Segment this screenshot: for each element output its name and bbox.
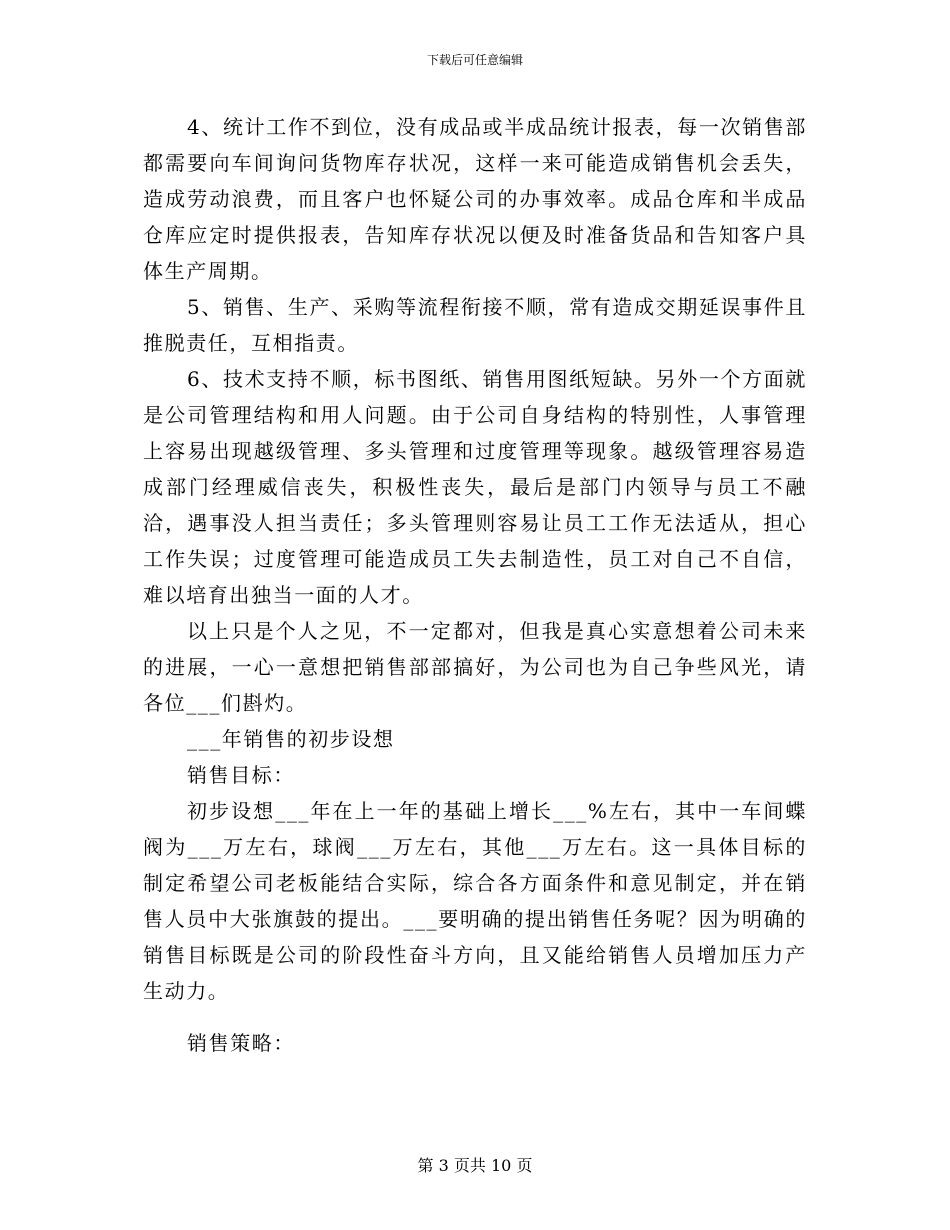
paragraph-gap — [143, 1009, 807, 1025]
paragraph-sales-target: 初步设想___年在上一年的基础上增长___%左右，其中一车间蝶阀为___万左右，球阀___万左右，其他___万左右。这一具体目标的制定希望公司老板能结合实际，综合各方面条件和意见制定，并在销售人员中大张旗鼓的提出。___要明确的提出销售任务呢？因为明确的销售目标既是公司的阶段性奋斗方向，且又能给销售人员增加压力产生动力。 — [143, 799, 807, 1003]
paragraph-item-5: 5、销售、生产、采购等流程衔接不顺，常有造成交期延误事件且推脱责任，互相指责。 — [143, 295, 807, 355]
subheading-sales-target: 销售目标： — [187, 763, 295, 787]
paragraph-conclusion: 以上只是个人之见，不一定都对，但我是真心实意想着公司未来的进展，一心一意想把销售部部搞好，为公司也为自己争些风光，请各位___们斟灼。 — [143, 619, 807, 715]
document-body — [143, 109, 807, 1061]
paragraph-item-4: 4、统计工作不到位，没有成品或半成品统计报表，每一次销售部都需要向车间询问货物库存状况，这样一来可能造成销售机会丢失，造成劳动浪费，而且客户也怀疑公司的办事效率。成品仓库和半成品仓库应定时提供报表，告知库存状况以便及时准备货品和告知客户具体生产周期。 — [143, 115, 807, 283]
page-header: 下载后可任意编辑 — [426, 53, 523, 67]
page-number-footer: 第 3 页共 10 页 — [417, 1156, 533, 1175]
subheading-sales-strategy: 销售策略： — [187, 1031, 295, 1055]
section-heading-sales-plan: ___年销售的初步设想 — [187, 727, 395, 751]
paragraph-item-6: 6、技术支持不顺，标书图纸、销售用图纸短缺。另外一个方面就是公司管理结构和用人问题。由于公司自身结构的特别性，人事管理上容易出现越级管理、多头管理和过度管理等现象。越级管理容易造成部门经理威信丧失，积极性丧失，最后是部门内领导与员工不融洽，遇事没人担当责任；多头管理则容易让员工工作无法适从，担心工作失误；过度管理可能造成员工失去制造性，员工对自己不自信，难以培育出独当一面的人才。 — [143, 367, 807, 607]
